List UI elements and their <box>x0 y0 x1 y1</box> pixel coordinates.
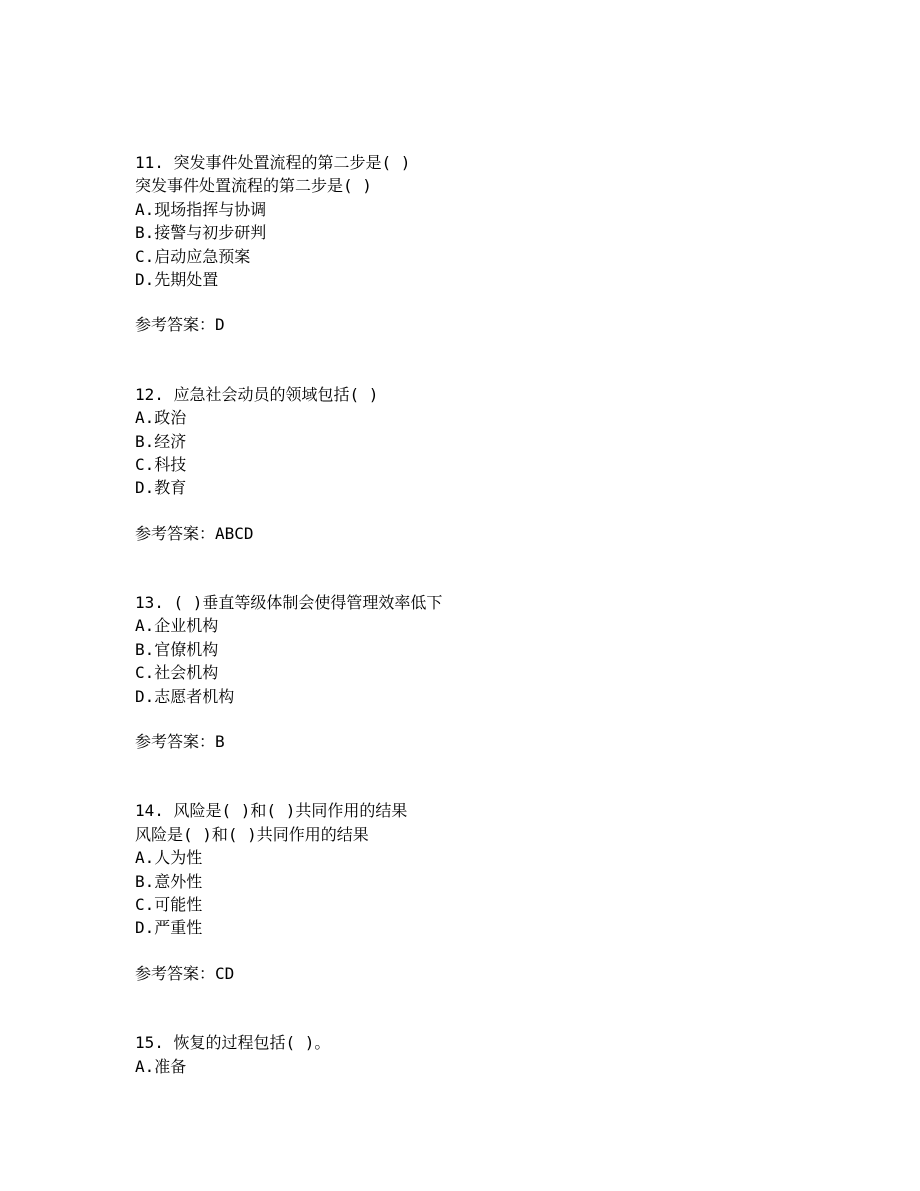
option-c: C.科技 <box>135 454 187 474</box>
reference-answer: 参考答案：B <box>135 732 225 752</box>
reference-answer: 参考答案：CD <box>135 963 235 983</box>
option-c: C.社会机构 <box>135 663 219 683</box>
option-c: C.可能性 <box>135 894 203 914</box>
question-12 <box>135 383 895 545</box>
reference-answer: 参考答案：ABCD <box>135 523 254 543</box>
option-d: D.教育 <box>135 478 187 498</box>
reference-answer: 参考答案：D <box>135 315 225 335</box>
question-stem-repeat: 风险是( )和( )共同作用的结果 <box>135 824 369 844</box>
option-d: D.志愿者机构 <box>135 686 235 706</box>
question-document <box>135 151 895 1078</box>
option-a: A.现场指挥与协调 <box>135 199 267 219</box>
option-a: A.准备 <box>135 1056 187 1076</box>
question-11 <box>135 151 895 337</box>
question-stem: 11. 突发事件处置流程的第二步是( ) <box>135 153 411 172</box>
option-a: A.企业机构 <box>135 616 219 636</box>
option-b: B.官僚机构 <box>135 639 219 659</box>
option-b: B.意外性 <box>135 871 203 891</box>
option-d: D.严重性 <box>135 918 203 938</box>
option-b: B.接警与初步研判 <box>135 223 267 243</box>
question-stem: 13. ( )垂直等级体制会使得管理效率低下 <box>135 593 443 613</box>
option-d: D.先期处置 <box>135 269 219 289</box>
option-a: A.人为性 <box>135 848 203 868</box>
option-a: A.政治 <box>135 408 187 428</box>
question-13 <box>135 591 895 753</box>
question-stem: 12. 应急社会动员的领域包括( ) <box>135 384 379 404</box>
question-15 <box>135 1031 895 1078</box>
option-c: C.启动应急预案 <box>135 246 251 266</box>
question-14 <box>135 799 895 985</box>
question-stem: 15. 恢复的过程包括( )。 <box>135 1033 331 1053</box>
question-stem: 14. 风险是( )和( )共同作用的结果 <box>135 801 408 821</box>
option-b: B.经济 <box>135 431 187 451</box>
question-stem-repeat: 突发事件处置流程的第二步是( ) <box>135 176 372 196</box>
